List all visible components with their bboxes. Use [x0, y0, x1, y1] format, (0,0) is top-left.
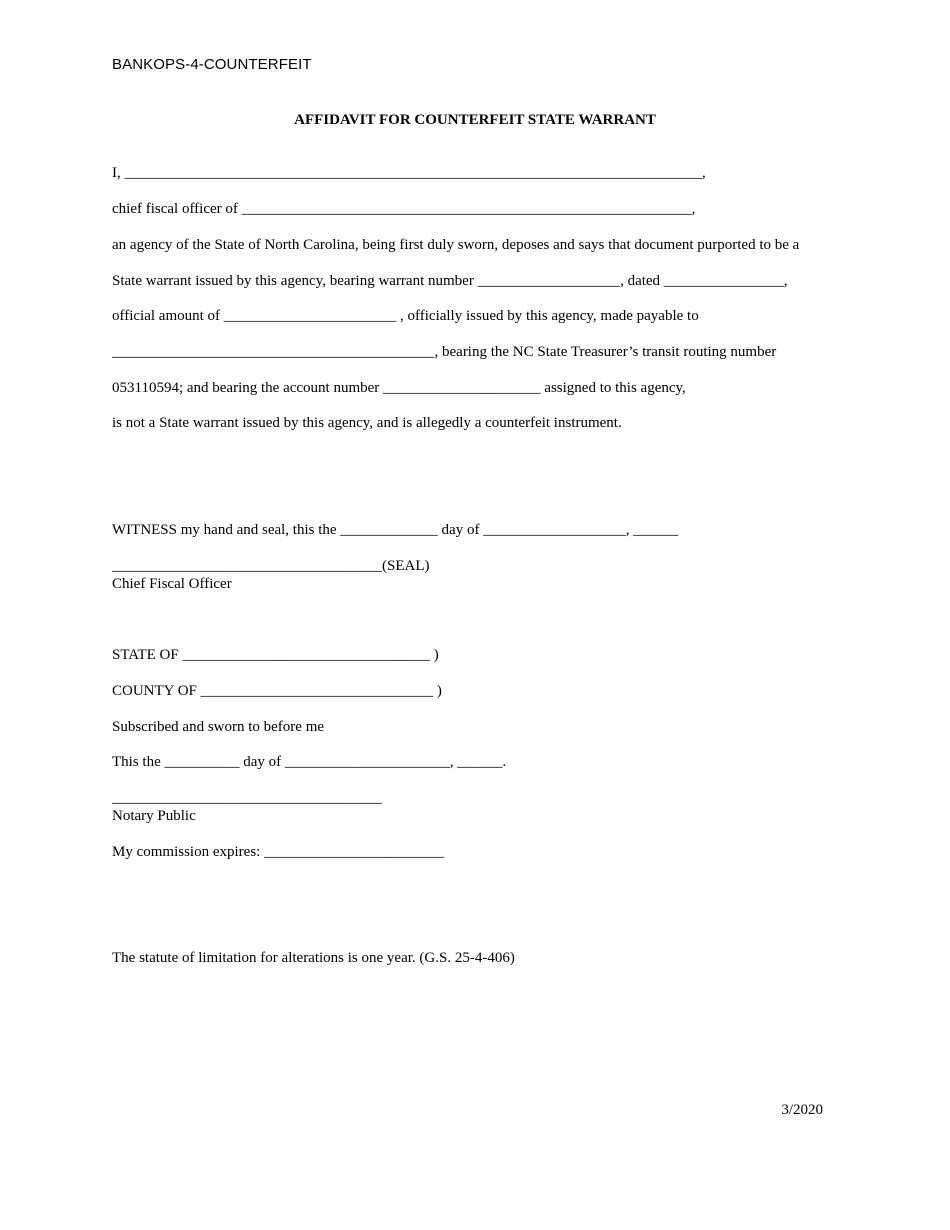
document-title: AFFIDAVIT FOR COUNTERFEIT STATE WARRANT: [294, 112, 656, 128]
sworn-statement-line: an agency of the State of North Carolina, being first duly sworn, deposes and says that document purported to be a: [112, 237, 800, 253]
notary-label: Notary Public: [112, 808, 196, 824]
payee-line: ___________________________________________, bearing the NC State Treasurer’s transit routing number: [112, 344, 777, 360]
warrant-number-line: State warrant issued by this agency, bearing warrant number ___________________, dated ________________,: [112, 273, 788, 289]
state-of-line: STATE OF _________________________________ ): [112, 647, 439, 663]
commission-expires-line: My commission expires: ________________________: [112, 844, 445, 860]
seal-signature-line: ____________________________________(SEAL): [112, 558, 430, 574]
this-the-line: This the __________ day of ______________________, ______.: [112, 754, 507, 770]
official-amount-line: official amount of _______________________ , officially issued by this agency, made payable to: [112, 308, 699, 324]
routing-account-line: 053110594; and bearing the account number _____________________ assigned to this agency,: [112, 380, 686, 396]
form-code: BANKOPS-4-COUNTERFEIT: [112, 56, 312, 73]
cfo-label: Chief Fiscal Officer: [112, 576, 232, 592]
county-of-line: COUNTY OF _______________________________ ): [112, 683, 442, 699]
revision-date: 3/2020: [781, 1102, 823, 1118]
affiant-name-line: I, _____________________________________________________________________________,: [112, 165, 706, 181]
subscribed-line: Subscribed and sworn to before me: [112, 719, 325, 735]
counterfeit-statement-line: is not a State warrant issued by this agency, and is allegedly a counterfeit instrument.: [112, 415, 622, 431]
notary-signature-line: ____________________________________: [112, 790, 382, 806]
statute-note: The statute of limitation for alterations is one year. (G.S. 25-4-406): [112, 950, 515, 966]
agency-line: chief fiscal officer of ____________________________________________________________,: [112, 201, 696, 217]
witness-line: WITNESS my hand and seal, this the _____________ day of ___________________, ______: [112, 522, 679, 538]
